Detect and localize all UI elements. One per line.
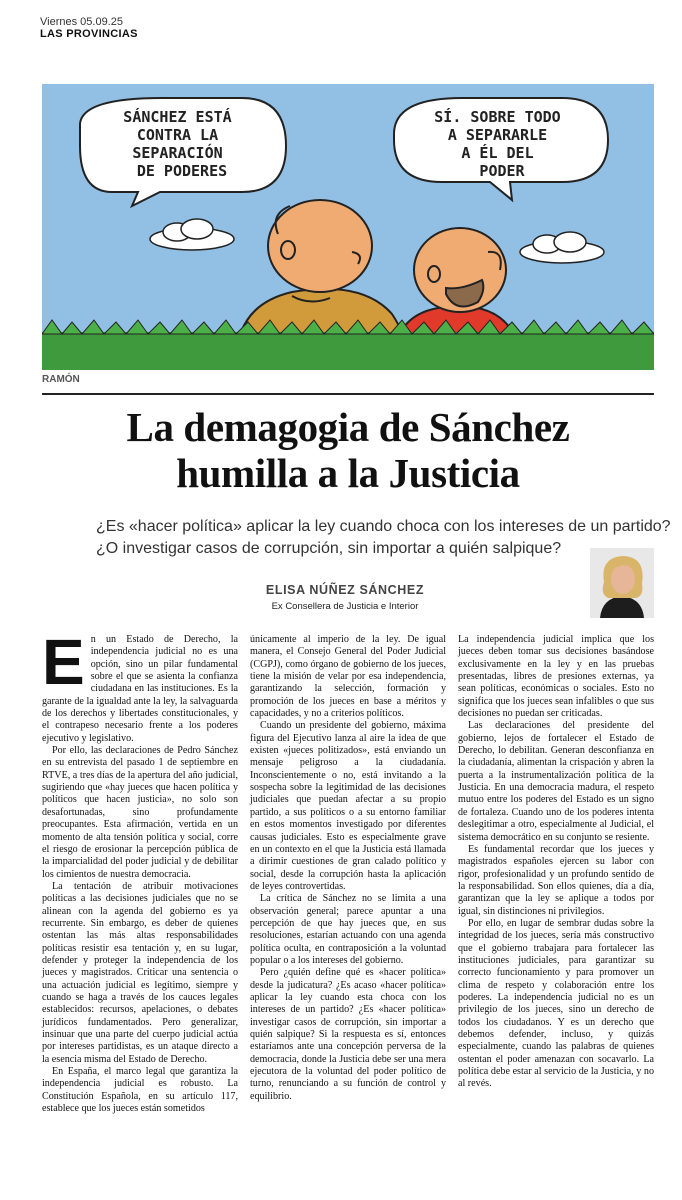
headline-line-1: La demagogia de Sánchez [126,404,570,450]
bubble-right-line-2: A SEPARARLE [447,126,548,144]
subtitle [96,516,676,560]
bubble-right-line-3: A ÉL DEL [461,144,534,162]
subtitle-line-2: ¿O investigar casos de corrupción, sin importar a quién salpique? [96,540,562,557]
paragraph: Pero ¿quién define qué es «hacer política» desde la judicatura? ¿Es acaso «hacer política» aplicar la ley cuando esta choca con los intereses de un partido? ¿Es «hacer política» investigar casos de corrupción, sin importar a quién salpique? Si la respuesta es sí, entonces estaríamos ante una concepción perversa de la democracia, donde la Justicia debe ser una mera ejecutora de la voluntad del poder político de turno, renunciando a su función de control y equilibrio. [250,967,446,1102]
paragraph: La crítica de Sánchez no se limita a una observación general; parece apuntar a una percepción de que hay jueces que, en sus resoluciones, estarían actuando con una agenda política oculta, en contraposición a la voluntad popular o a los intereses del gobierno. [250,893,446,966]
svg-text:SÁNCHEZ ESTÁ CONTRA LA [123,107,240,180]
paragraph: Por ello, las declaraciones de Pedro Sánchez en su entrevista del pasado 1 de septiembre en RTVE, a tres días de la apertura del año judicial, sugiriendo que «hay jueces que hacen política y políticos que hacen justicia», no solo son desafortunadas, sino profundamente preocupantes. Esta afirmación, vertida en un momento de alta tensión política y social, corre el riesgo de erosionar la percepción pública de la imparcialidad del poder judicial y de debilitar los cimientos de nuestra democracia. [42,745,238,880]
bubble-right-line-1: SÍ. SOBRE TODO [434,108,561,126]
author-photo [590,548,654,618]
bubble-left-line-4: DE PODERES [136,162,228,180]
issue-date: Viernes 05.09.25 [40,16,123,28]
article-body [42,626,654,1115]
author-name: ELISA NÚÑEZ SÁNCHEZ [265,583,425,597]
column-2 [250,634,446,1115]
bubble-left-line-1: SÁNCHEZ ESTÁ [123,108,232,126]
headline [42,404,654,496]
bubble-left-line-2: CONTRA LA [136,126,219,144]
section-divider [42,393,654,395]
paragraph: únicamente al imperio de la ley. De igual manera, el Consejo General del Poder Judicial (CGPJ), como órgano de gobierno de los jueces, tiene la misión de velar por esa independencia, garantizando la selección, formación y promoción de los jueces en base a méritos y capacidades, y no a criterios políticos. [250,634,446,720]
author-byline [210,583,480,612]
headline-line-2: humilla a la Justicia [176,450,520,496]
page-header [40,16,138,40]
paragraph: Por ello, en lugar de sembrar dudas sobre la integridad de los jueces, sería más constructivo que el gobierno trabajara para fortalecer las instituciones judiciales, para garantizar su correcto funcionamiento y para promover un clima de respeto y colaboración entre los poderes. La independencia judicial no es un privilegio de los jueces, sino un derecho de todos los ciudadanos. Y es un derecho que debemos defender, incluso, y quizás especialmente, cuando las palabras de quienes ostentan el poder amenazan con socavarlo. La política debe estar al servicio de la Justicia, y no al revés. [458,917,654,1090]
editorial-cartoon [42,84,654,370]
column-1 [42,626,238,1115]
speech-bubble-left [80,98,286,206]
bubble-right-line-4: PODER [479,162,525,180]
bubble-left-line-3: SEPARACIÓN [132,144,223,162]
paragraph: La independencia judicial implica que los jueces deben tomar sus decisiones basándose exclusivamente en la ley y en las pruebas presentadas, libres de presiones externas, ya sean políticas, económicas o sociales. Esto no significa que los jueces sean infalibles o que sus decisiones no puedan ser criticadas. [458,634,654,720]
paragraph: Las declaraciones del presidente del gobierno, lejos de fortalecer el Estado de Derecho, lo debilitan. Generan desconfianza en la ciudadanía, alimentan la crispación y abren la puerta a la instrumentalización política de la Justicia. En una democracia madura, el respeto mutuo entre los poderes del Estado es un signo de fortaleza. Cuando uno de los poderes intenta deslegitimar a otro, especialmente al Judicial, el sistema democrático en su conjunto se resiente. [458,720,654,843]
paragraph: La tentación de atribuir motivaciones políticas a las decisiones judiciales que no se alinean con la agenda del gobierno es ya recurrente. Sin embargo, es deber de quienes ostentan las más altas responsabilidades políticas resistir esa tentación y, en su lugar, defender y proteger la independencia de los jueces y magistrados. Criticar una sentencia o una actuación judicial es legítimo, siempre y cuando se haga a través de los cauces legales establecidos: recursos, apelaciones, o debates jurídicos fundamentados. Pero generalizar, insinuar que una parte del cuerpo judicial actúa por intereses partidistas, es un ataque directo a la esencia misma del Estado de Derecho. [42,880,238,1065]
subtitle-line-1: ¿Es «hacer política» aplicar la ley cuando choca con los intereses de un partido? [96,518,671,535]
paragraph: En España, el marco legal que garantiza la independencia judicial es robusto. La Constitución Española, en su artículo 117, establece que los jueces están sometidos [42,1066,238,1115]
column-3 [458,634,654,1115]
paragraph: En un Estado de Derecho, la independencia judicial no es una opción, sino un pilar fundamental sobre el que se asienta la confianza ciudadana en las instituciones. Es la garante de la igualdad ante la ley, la salvaguarda de los derechos y libertades constitucionales, y el contrapeso necesario frente a los poderes ejecutivo y legislativo. [42,626,238,744]
publication-name: LAS PROVINCIAS [40,28,138,40]
author-role: Ex Consellera de Justicia e Interior [271,601,419,612]
paragraph: Es fundamental recordar que los jueces y magistrados españoles ejercen su labor con rigor, profesionalidad y un profundo sentido de la responsabilidad. Son ellos quienes, día a día, garantizan que la ley se aplique a todos por igual, sin distinciones ni privilegios. [458,843,654,917]
cartoon-credit: RAMÓN [42,374,80,385]
paragraph: Cuando un presidente del gobierno, máxima figura del Ejecutivo lanza al aire la idea de que existen «jueces politizados», está enviando un mensaje peligroso a la ciudadanía. Inconscientemente o no, está invitando a la sospecha sobre la legitimidad de las decisiones judiciales que puedan afectar a su propio partido, a sus políticos o a su entorno familiar en estos momentos investigado por diferentes causas judiciales. Esto es especialmente grave en un contexto en el que la Justicia está llamada a dirimir cuestiones de gran calado político y social, desde la corrupción hasta la aplicación de leyes controvertidas. [250,720,446,892]
dropcap: E [42,626,85,698]
